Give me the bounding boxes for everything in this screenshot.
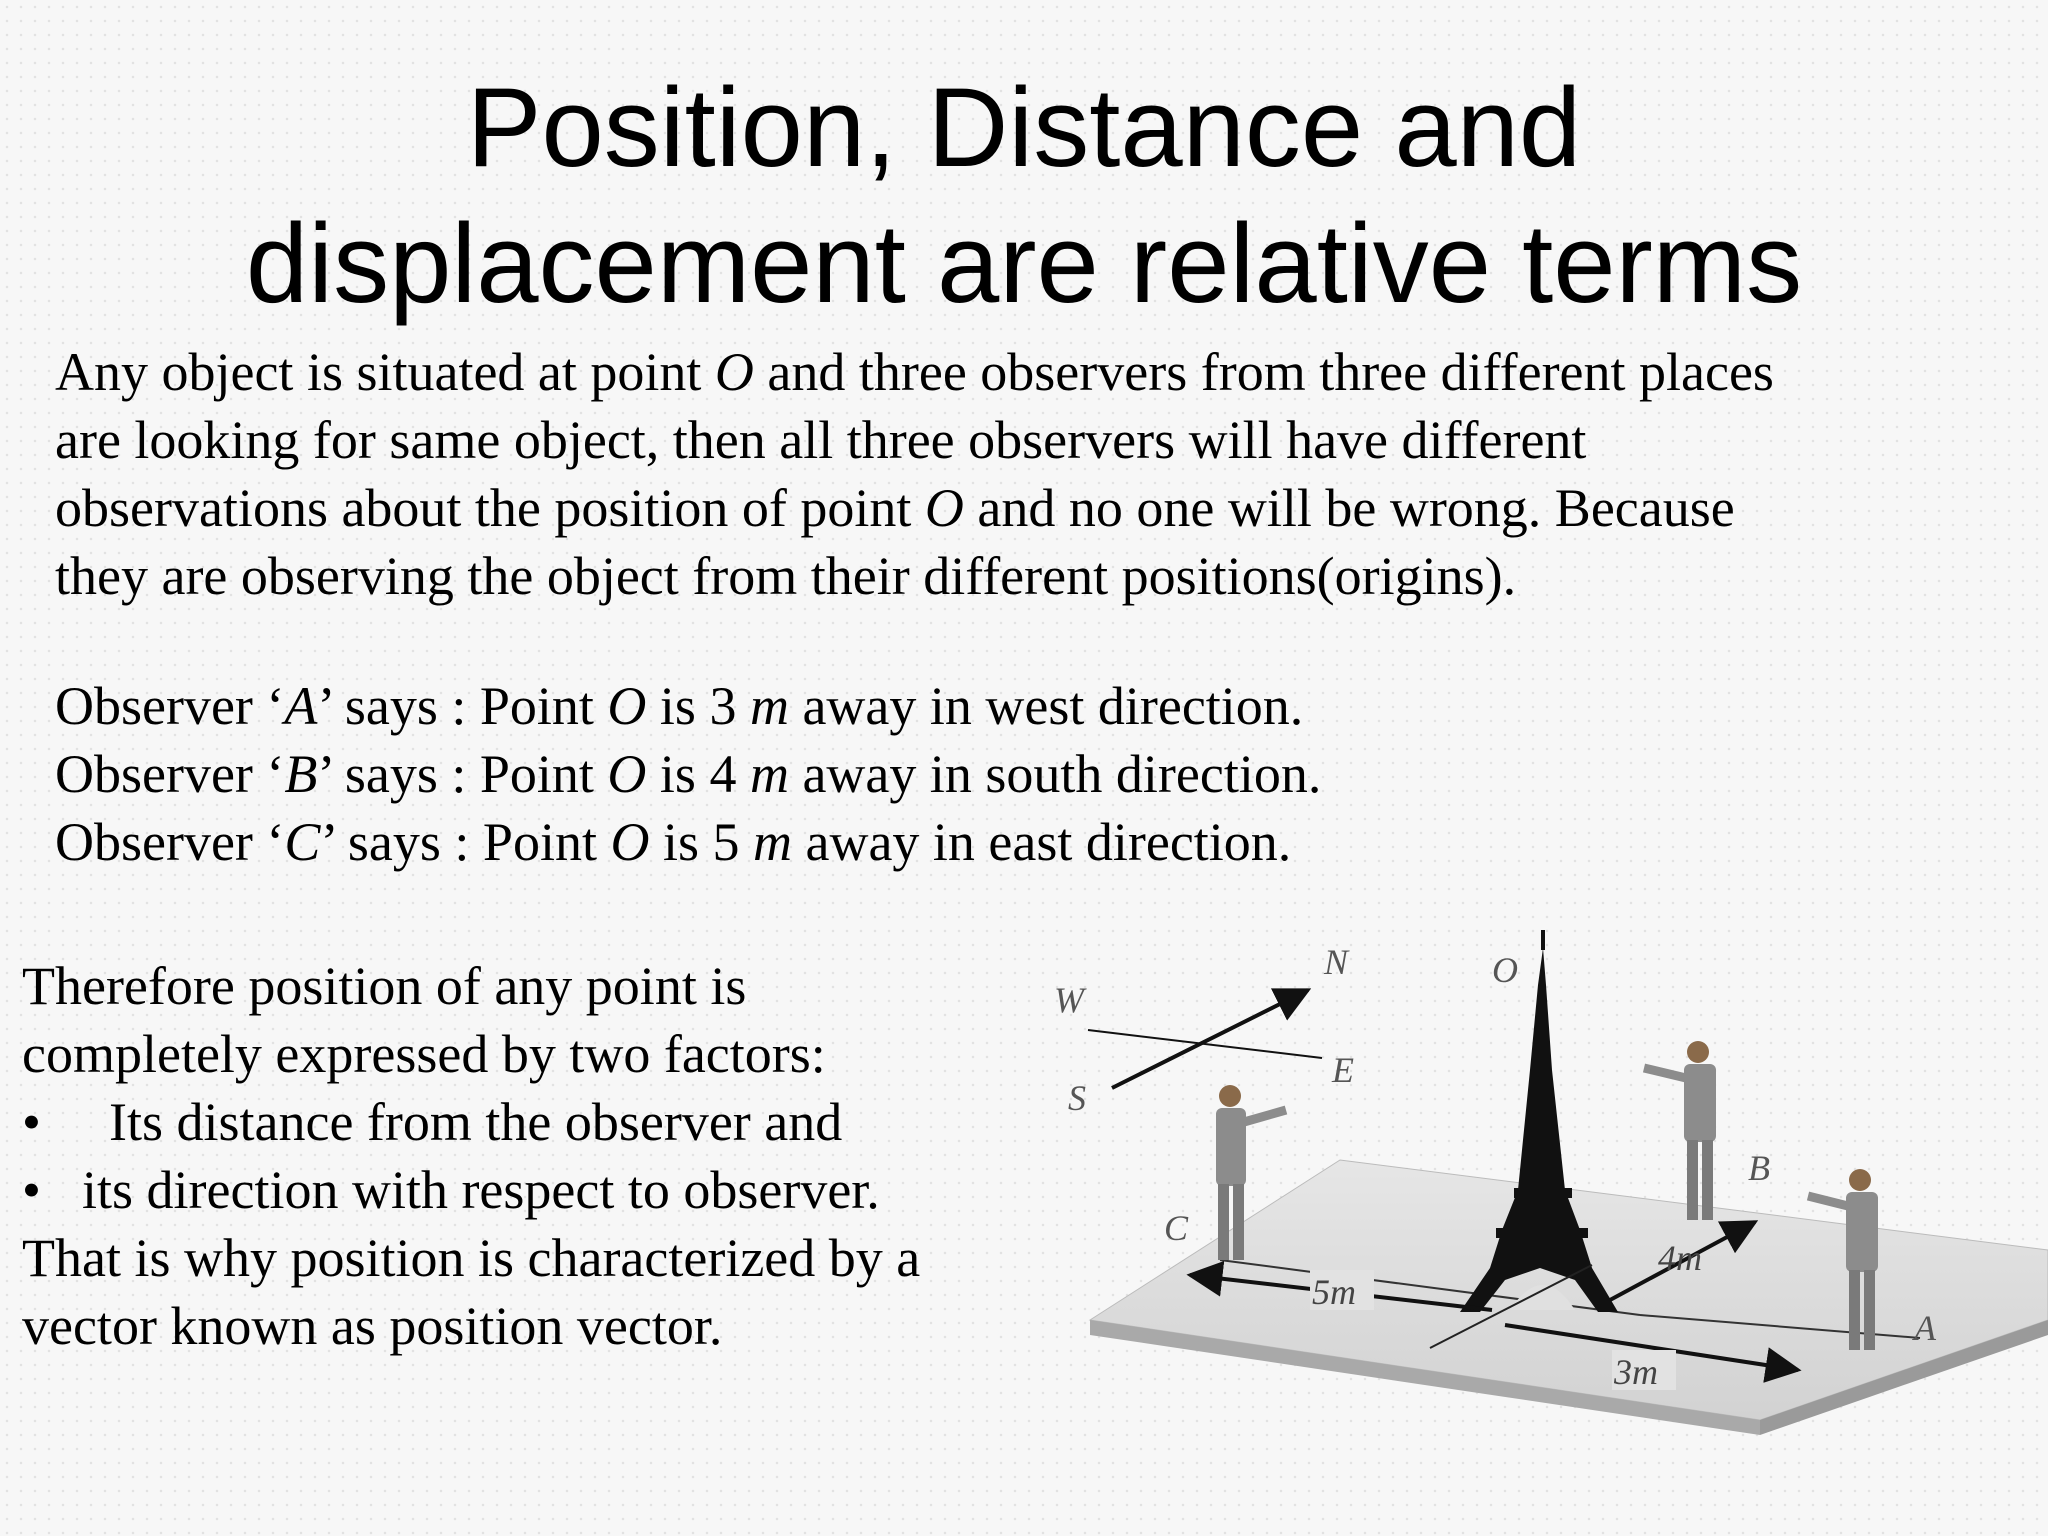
compass-s-label: S <box>1068 1078 1086 1118</box>
compass-n-label: N <box>1324 942 1349 982</box>
observer-b-statement: Observer ‘B’ says : Point O is 4 m away in south direction. <box>55 744 1322 804</box>
compass-rose <box>1054 942 1354 1118</box>
observer-a-label: A <box>1914 1308 1936 1348</box>
conclusion-line: That is why position is characterized by a <box>22 1228 921 1288</box>
slide-title <box>0 60 2048 332</box>
observer-c-label: C <box>1164 1208 1189 1248</box>
compass-w-e-line <box>1088 1030 1322 1058</box>
distance-4m-label: 4m <box>1658 1238 1702 1278</box>
observer-a-statement: Observer ‘A’ says : Point O is 3 m away in west direction. <box>55 676 1304 736</box>
conclusion-line: vector known as position vector. <box>22 1296 723 1356</box>
intro-line: Any object is situated at point O and three observers from three different places <box>55 342 1774 402</box>
title-line-1: Position, Distance and <box>466 65 1582 190</box>
distance-3m-label: 3m <box>1614 1352 1658 1392</box>
bullet-icon: • <box>22 1092 41 1152</box>
observer-statements <box>55 672 2015 876</box>
intro-line: they are observing the object from their different positions(origins). <box>55 546 1517 606</box>
compass-e-label: E <box>1332 1050 1354 1090</box>
conclusion-line: Therefore position of any point is <box>22 956 747 1016</box>
observer-b-figure <box>1644 1041 1770 1220</box>
distance-5m-label: 5m <box>1312 1272 1356 1312</box>
compass-w-label: W <box>1054 980 1084 1020</box>
conclusion-line: completely expressed by two factors: <box>22 1024 826 1084</box>
compass-s-n-arrow <box>1112 990 1308 1088</box>
observer-c-statement: Observer ‘C’ says : Point O is 5 m away in east direction. <box>55 812 1292 872</box>
observers-diagram <box>1040 930 2048 1450</box>
intro-line: are looking for same object, then all three observers will have different <box>55 410 1587 470</box>
conclusion-text <box>22 952 1022 1360</box>
bullet-item: • its direction with respect to observer. <box>22 1156 1022 1224</box>
tower-o-label: O <box>1492 950 1518 990</box>
intro-paragraph <box>55 338 2015 610</box>
bullet-icon: • <box>22 1160 41 1220</box>
intro-line: observations about the position of point O and no one will be wrong. Because <box>55 478 1735 538</box>
bullet-item: • Its distance from the observer and <box>22 1088 1022 1156</box>
title-line-2: displacement are relative terms <box>245 201 1803 326</box>
observer-b-label: B <box>1748 1148 1770 1188</box>
